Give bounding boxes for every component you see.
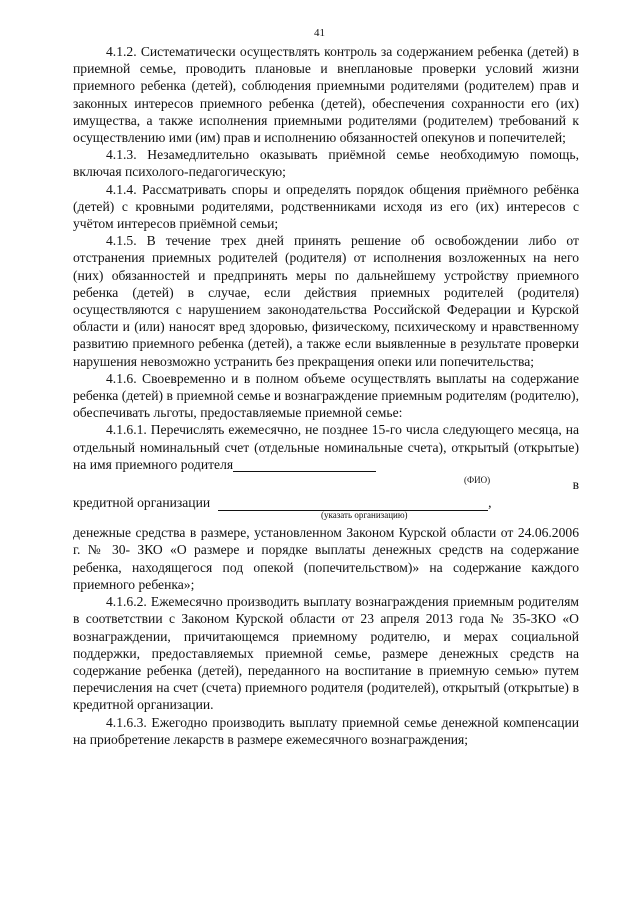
fio-hint-row (73, 473, 579, 494)
paragraph-4-1-6-1 (73, 421, 579, 593)
paragraph-4-1-6-1-continuation: денежные средства в размере, установленном Законом Курской области от 24.06.2006 г. № 30- ЗКО «О размере и порядке выплаты денежных средств на содержание ребенка, находящегося под опекой (попечительством)» на содержание каждого приемного ребенка»; (73, 525, 579, 592)
v-word: в (572, 477, 579, 493)
paragraph-4-1-3: 4.1.3. Незамедлительно оказывать приёмной семье необходимую помощь, включая психолого-педагогическую; (73, 147, 579, 180)
paragraph-4-1-6-1-text: 4.1.6.1. Перечислять ежемесячно, не позднее 15-го числа следующего месяца, на отдельный номинальный счет (отдельные номинальные счета), открытый (открытые) на имя приемного родителя (73, 422, 579, 472)
credit-org-comma: , (488, 495, 492, 511)
document-body (73, 43, 579, 748)
paragraph-4-1-6-3: 4.1.6.3. Ежегодно производить выплату приемной семье денежной компенсации на приобретение лекарств в размере ежемесячного вознаграждения; (73, 714, 579, 747)
credit-org-row (73, 494, 579, 511)
paragraph-4-1-6: 4.1.6. Своевременно и в полном объеме осуществлять выплаты на содержание ребенка (детей) в приемной семье и вознаграждение приемным родителям (родителю), обеспечивать льготы, предоставляемые приемной семье: (73, 370, 579, 421)
paragraph-4-1-4: 4.1.4. Рассматривать споры и определять порядок общения приёмного ребёнка (детей) с кровными родителями, родственниками исходя из его (их) интересов с учётом интересов приёмной семьи; (73, 181, 579, 232)
page-number: 41 (314, 27, 325, 39)
paragraph-4-1-2: 4.1.2. Систематически осуществлять контроль за содержанием ребенка (детей) в приемной семье, проводить плановые и внеплановые проверки условий жизни приемного ребенка (детей), соблюдения приемными родителями (родителем) прав и законных интересов приемного ребенка (детей), обеспечения сохранности его (их) имущества, а также исполнения приемными родителями (родителем) требований к осуществлению ими (им) прав и исполнению обязанностей опекунов и попечителей; (73, 44, 579, 146)
fio-hint: (ФИО) (464, 475, 491, 486)
org-hint: (указать организацию) (321, 510, 408, 521)
credit-org-label: кредитной организации (73, 495, 211, 511)
org-hint-row (73, 511, 579, 522)
paragraph-4-1-5: 4.1.5. В течение трех дней принять решение об освобождении либо от отстранения приемных родителей (родителя) от исполнения возложенных на него (них) обязанностей и предпринять меры по дальнейшему устройству приемного ребенка (детей) в случае, если действия приемных родителей (родителя) осуществляются с нарушением законодательства Российской Федерации и Курской области и (или) наносят вред здоровью, физическому, психическому и нравственному развитию приемного ребенка (детей), а также если выявленные в результате проверки нарушения невозможно устранить без прекращения опеки или попечительства; (73, 233, 579, 369)
fio-blank-line (233, 457, 376, 472)
paragraph-4-1-6-2: 4.1.6.2. Ежемесячно производить выплату вознаграждения приемным родителям в соответствии с Законом Курской области от 23 апреля 2013 года № 35-ЗКО «О вознаграждении, причитающемся приемному родителю, и мерах социальной поддержки, предоставляемых приемной семье, размере денежных средств на содержание ребенка (детей), переданного на воспитание в приемную семью» путем перечисления на счет (счета) приемного родителя (родителей), открытый (открытые) в кредитной организации. (73, 594, 579, 713)
credit-org-blank-line (218, 496, 488, 511)
